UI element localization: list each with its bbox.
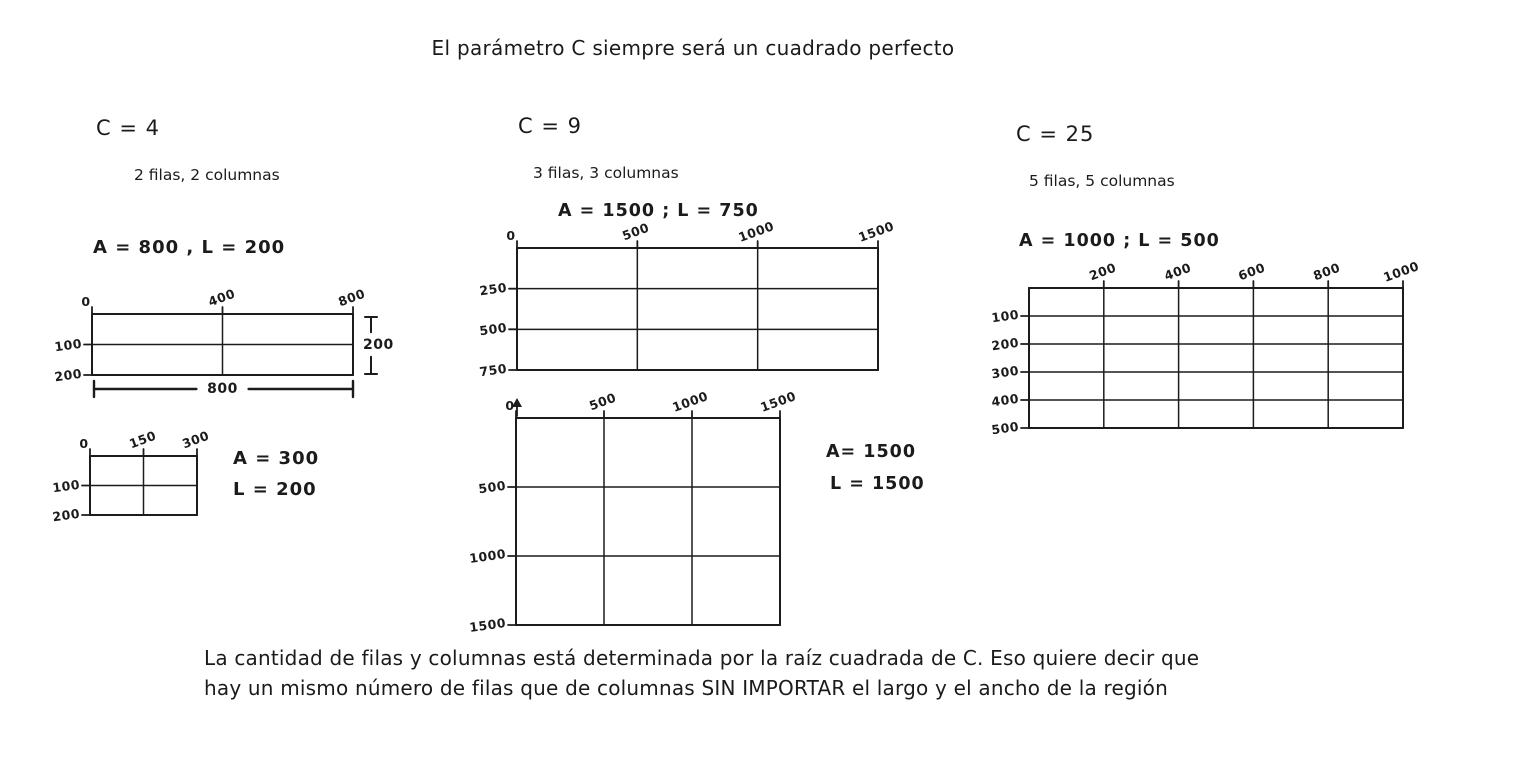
axis-label: 100 — [990, 306, 1020, 326]
axis-label: 500 — [990, 418, 1020, 438]
small-grid-area-label: A = 300 — [233, 448, 320, 469]
grid-c25 — [990, 258, 1422, 438]
axis-label: 1000 — [735, 218, 776, 245]
grid-lines — [1029, 288, 1403, 428]
axis-label: 150 — [126, 427, 158, 452]
axis-label: 300 — [180, 427, 212, 452]
dimension-label: 200 — [363, 336, 394, 353]
axis-label: 500 — [477, 477, 507, 497]
square-grid-area-label: A= 1500 — [826, 442, 917, 462]
c25-value-label: C = 25 — [1016, 122, 1095, 146]
axis-label: 0 — [506, 228, 516, 243]
axis-label: 1000 — [468, 546, 507, 566]
axis-label: 300 — [990, 362, 1020, 382]
c25-rows-cols-label: 5 filas, 5 columnas — [1029, 172, 1175, 190]
axis-label: 800 — [1311, 259, 1343, 284]
footer-explanation-line2: hay un mismo número de filas que de columnas SIN IMPORTAR el largo y el ancho de la región — [204, 676, 1168, 700]
grid-lines — [516, 418, 780, 625]
axis-label: 400 — [1161, 259, 1193, 284]
axis-label: 500 — [587, 389, 619, 414]
page-title: El parámetro C siempre será un cuadrado perfecto — [431, 36, 955, 60]
grid-lines — [517, 248, 878, 370]
c4-value-label: C = 4 — [96, 116, 160, 140]
grid-c4-main — [53, 285, 394, 397]
small-grid-length-label: L = 200 — [233, 479, 317, 500]
axis-label: 100 — [51, 476, 81, 495]
c25-params-label: A = 1000 ; L = 500 — [1019, 231, 1220, 251]
axis-label: 200 — [51, 505, 81, 525]
footer-explanation-line1: La cantidad de filas y columnas está determinada por la raíz cuadrada de C. Eso quiere decir que — [204, 646, 1200, 670]
axis-label: 100 — [53, 335, 83, 354]
axis-label: 0 — [81, 294, 91, 309]
axis-label: 200 — [1086, 259, 1118, 284]
grid-lines — [90, 456, 197, 515]
axis-label: 200 — [53, 365, 83, 385]
c9-rows-cols-label: 3 filas, 3 columnas — [533, 164, 679, 182]
c9-params-label: A = 1500 ; L = 750 — [558, 201, 759, 221]
axis-label: 400 — [205, 285, 237, 310]
axis-label: 1000 — [1381, 258, 1422, 285]
axis-label: 750 — [478, 360, 508, 380]
axis-label: 500 — [478, 319, 508, 339]
axis-label: 1000 — [670, 388, 711, 415]
axis-label: 800 — [336, 285, 368, 310]
axis-label: 250 — [478, 279, 508, 299]
axis-label: 200 — [990, 334, 1020, 354]
axis-label: 0 — [505, 398, 515, 413]
axis-label: 1500 — [856, 218, 897, 245]
square-grid-length-label: L = 1500 — [830, 474, 925, 494]
grid-c9-wide — [478, 218, 897, 380]
c4-params-label: A = 800 , L = 200 — [93, 237, 286, 258]
grid-c4-small — [51, 427, 212, 525]
axis-label: 400 — [990, 390, 1020, 410]
c9-value-label: C = 9 — [518, 114, 582, 138]
axis-label: 500 — [620, 219, 652, 244]
axis-label: 0 — [79, 436, 89, 451]
axis-label: 600 — [1236, 259, 1268, 284]
grid-lines — [92, 314, 353, 375]
axis-label: 1500 — [468, 615, 507, 635]
c4-rows-cols-label: 2 filas, 2 columnas — [134, 166, 280, 184]
dimension-label: 800 — [201, 381, 244, 397]
axis-label: 1500 — [758, 388, 799, 415]
grid-c9-square — [468, 388, 799, 635]
